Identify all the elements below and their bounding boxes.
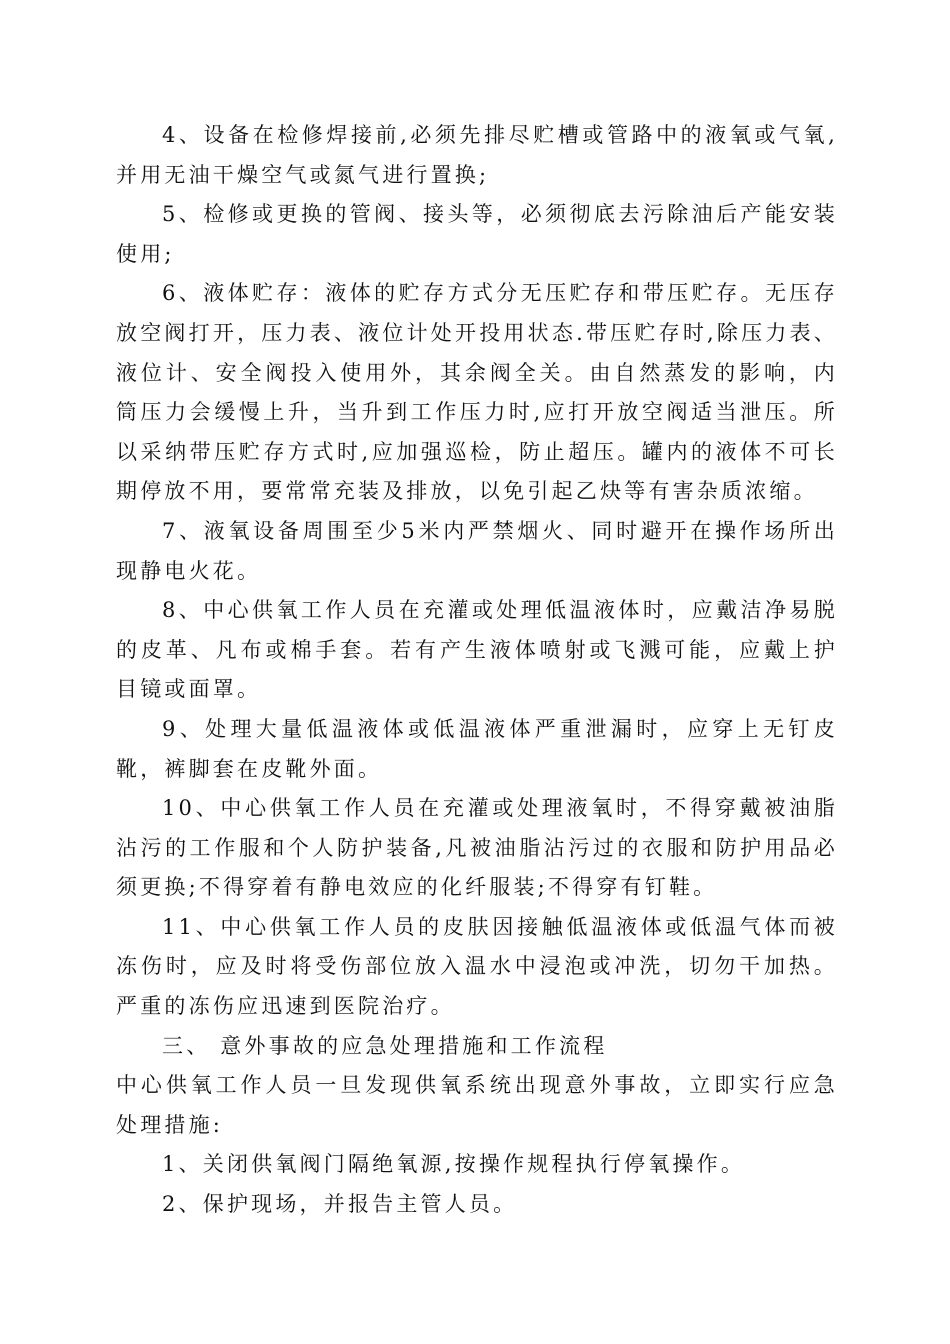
paragraph-item-7: 7、液氧设备周围至少5米内严禁烟火、同时避开在操作场所出现静电火花。 [116, 518, 838, 583]
paragraph-item-9: 9、处理大量低温液体或低温液体严重泄漏时，应穿上无钉皮靴，裤脚套在皮靴外面。 [116, 716, 838, 781]
section-heading: 三、 意外事故的应急处理措施和工作流程 [162, 1033, 608, 1058]
paragraph-item-4: 4、设备在检修焊接前,必须先排尽贮槽或管路中的液氧或气氧,并用无油干燥空气或氮气进行置换; [116, 123, 838, 187]
emergency-step-2: 2、保护现场，并报告主管人员。 [162, 1192, 518, 1217]
emergency-step-1: 1、关闭供氧阀门隔绝氧源,按操作规程执行停氧操作。 [162, 1152, 746, 1177]
paragraph-item-8: 8、中心供氧工作人员在充灌或处理低温液体时，应戴洁净易脱的皮革、凡布或棉手套。若有产生液体喷射或飞溅可能，应戴上护目镜或面罩。 [116, 598, 838, 702]
paragraph-item-5: 5、检修或更换的管阀、接头等，必须彻底去污除油后产能安装使用; [116, 202, 838, 266]
paragraph-item-11: 11、中心供氧工作人员的皮肤因接触低温液体或低温气体而被冻伤时，应及时将受伤部位放入温水中浸泡或冲洗，切勿干加热。严重的冻伤应迅速到医院治疗。 [116, 914, 838, 1019]
document-page [116, 116, 838, 1225]
section-intro: 中心供氧工作人员一旦发现供氧系统出现意外事故，立即实行应急处理措施: [116, 1073, 838, 1137]
paragraph-item-10: 10、中心供氧工作人员在充灌或处理液氧时，不得穿戴被油脂沾污的工作服和个人防护装备,凡被油脂沾污过的衣服和防护用品必须更换;不得穿着有静电效应的化纤服装;不得穿有钉鞋。 [116, 796, 838, 900]
paragraph-item-6: 6、液体贮存：液体的贮存方式分无压贮存和带压贮存。无压存放空阀打开，压力表、液位计处开投用状态.带压贮存时,除压力表、液位计、安全阀投入使用外，其余阀全关。由自然蒸发的影响，内筒压力会缓慢上升，当升到工作压力时,应打开放空阀适当泄压。所以采纳带压贮存方式时,应加强巡检，防止超压。罐内的液体不可长期停放不用，要常常充装及排放，以免引起乙炔等有害杂质浓缩。 [116, 281, 838, 504]
